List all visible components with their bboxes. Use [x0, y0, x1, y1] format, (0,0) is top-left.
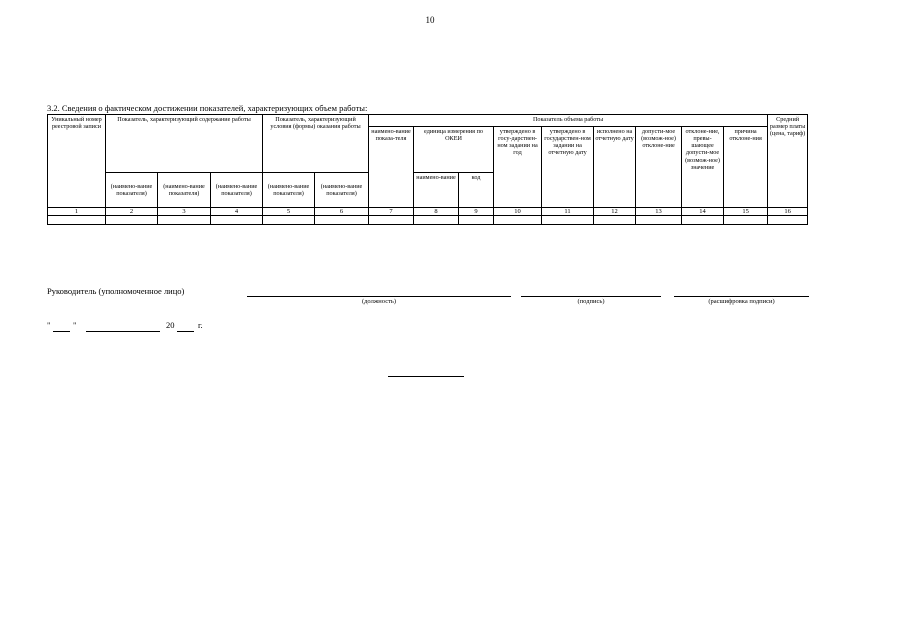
header-conditions-group: Показатель, характеризующий условия (формы) оказания работы [263, 115, 369, 173]
sub-unit-name: наимено-вание [414, 173, 459, 208]
decoding-caption: (расшифровка подписи) [708, 298, 775, 305]
data-row [48, 216, 808, 225]
year-field-line[interactable] [177, 331, 194, 332]
data-cell[interactable] [263, 216, 315, 225]
header-avg-fee: Средний размер платы (цена, тариф) [768, 115, 808, 208]
column-number: 13 [636, 208, 682, 216]
data-cell[interactable] [315, 216, 369, 225]
footnote-separator [388, 376, 464, 377]
decoding-line[interactable] [674, 296, 809, 297]
day-field-line[interactable] [53, 331, 70, 332]
header-deviation-reason: причина отклоне-ния [724, 127, 768, 208]
header-approved-year: утверждено в госу-дарствен-ном задании на год [494, 127, 542, 208]
data-cell[interactable] [158, 216, 211, 225]
sub-indicator-name: (наимено-вание показателя) [263, 173, 315, 208]
column-number: 11 [542, 208, 594, 216]
data-cell[interactable] [594, 216, 636, 225]
page-number: 10 [425, 15, 435, 25]
year-suffix: г. [198, 320, 203, 330]
column-number: 10 [494, 208, 542, 216]
header-indicator-name: наимено-вание показа-теля [369, 127, 414, 208]
data-cell[interactable] [211, 216, 263, 225]
year-prefix: 20 [166, 320, 175, 330]
header-unique-number: Уникальный номер реестровой записи [48, 115, 106, 208]
header-row-1 [48, 115, 808, 127]
column-number: 15 [724, 208, 768, 216]
sub-unit-code: код [459, 173, 494, 208]
signature-line[interactable] [521, 296, 661, 297]
column-number: 8 [414, 208, 459, 216]
sub-indicator-name: (наимено-вание показателя) [106, 173, 158, 208]
data-cell[interactable] [48, 216, 106, 225]
data-cell[interactable] [724, 216, 768, 225]
column-number: 12 [594, 208, 636, 216]
column-number-row [48, 208, 808, 216]
sub-indicator-name: (наимено-вание показателя) [315, 173, 369, 208]
header-content-group: Показатель, характеризующий содержание работы [106, 115, 263, 173]
column-number: 3 [158, 208, 211, 216]
work-volume-table [47, 114, 808, 225]
column-number: 4 [211, 208, 263, 216]
column-number: 1 [48, 208, 106, 216]
month-field-line[interactable] [86, 331, 160, 332]
header-executed: исполнено на отчетную дату [594, 127, 636, 208]
header-volume-group: Показатель объема работы [369, 115, 768, 127]
column-number: 6 [315, 208, 369, 216]
data-cell[interactable] [459, 216, 494, 225]
header-exceeding-deviation: отклоне-ние, превы-шающее допусти-мое (возмож-ное) значение [682, 127, 724, 208]
data-cell[interactable] [768, 216, 808, 225]
data-cell[interactable] [369, 216, 414, 225]
signer-label: Руководитель (уполномоченное лицо) [47, 286, 185, 296]
column-number: 2 [106, 208, 158, 216]
data-cell[interactable] [494, 216, 542, 225]
column-number: 5 [263, 208, 315, 216]
data-cell[interactable] [106, 216, 158, 225]
position-line[interactable] [247, 296, 511, 297]
header-allowed-deviation: допусти-мое (возмож-ное) отклоне-ние [636, 127, 682, 208]
date-close-quote: " [73, 320, 77, 330]
column-number: 7 [369, 208, 414, 216]
signature-caption: (подпись) [577, 298, 605, 305]
date-open-quote: " [47, 320, 51, 330]
sub-indicator-name: (наимено-вание показателя) [211, 173, 263, 208]
data-cell[interactable] [542, 216, 594, 225]
section-title: 3.2. Сведения о фактическом достижении показателей, характеризующих объем работы: [47, 103, 368, 113]
data-cell[interactable] [636, 216, 682, 225]
column-number: 16 [768, 208, 808, 216]
data-cell[interactable] [682, 216, 724, 225]
sub-indicator-name: (наимено-вание показателя) [158, 173, 211, 208]
column-number: 14 [682, 208, 724, 216]
data-cell[interactable] [414, 216, 459, 225]
header-unit: единица измерения по ОКЕИ [414, 127, 494, 173]
header-approved-date: утверждено в государствен-ном задании на отчетную дату [542, 127, 594, 208]
column-number: 9 [459, 208, 494, 216]
position-caption: (должность) [361, 298, 397, 305]
